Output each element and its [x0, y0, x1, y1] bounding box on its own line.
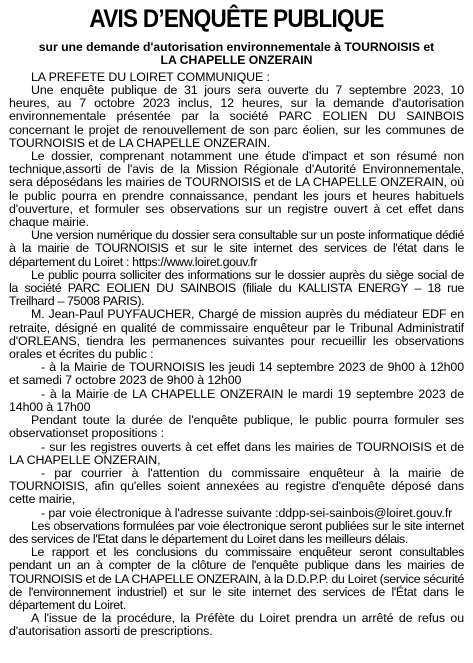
- notice-paragraph-enquiry-dates: Une enquête publique de 31 jours sera ouverte du 7 septembre 2023, 10 heures, au 7 octobre 2023 inclus, 12 heures, sur la demande d'autorisation environnementale présentée par la société PARC EOLIEN DU SAINBOIS concernant le projet de renouvellement de son parc éolien, sur les communes de TOURNOISIS et de LA CHAPELLE ONZERAIN.: [9, 83, 464, 150]
- notice-paragraph-digital-version: Une version numérique du dossier sera consultable sur un poste informatique dédié à la mairie de TOURNOISIS et sur le site internet des services de l'état dans le département du Loiret : https://www.loiret.gouv.fr: [9, 228, 464, 269]
- notice-paragraph-online-publication: Les observations formulées par voie électronique seront publiées sur le site internet des services de l'Etat dans le département du Loiret dans les meilleurs délais.: [9, 518, 464, 546]
- notice-title: AVIS D’ENQUÊTE PUBLIQUE: [89, 5, 384, 33]
- notice-paragraph-observations: Pendant toute la durée de l'enquête publique, le public pourra formuler ses observationset propositions :: [9, 413, 464, 441]
- notice-paragraph-communique: LA PREFETE DU LOIRET COMMUNIQUE :: [31, 69, 270, 84]
- notice-paragraph-commissioner: M. Jean-Paul PUYFAUCHER, Chargé de mission auprès du médiateur EDF en retraite, désigné en qualité de commissaire enquêteur par le Tribunal Administratif d'ORLEANS, tiendra les permanences suivantes pour recueillir les observations orales et écrites du public :: [9, 307, 464, 362]
- notice-paragraph-report: Le rapport et les conclusions du commissaire enquêteur seront consultables pendant un an à compter de la clôture de l'enquête publique dans les mairies de TOURNOISIS et de LA CHAPELLE ONZERAIN, à la D.D.P.P. du Loiret (service sécurité de l'environnement industriel) et sur le site internet des services de l'État dans le département du Loiret.: [9, 545, 464, 612]
- notice-list-item-mail: - par courrier à l'attention du commissaire enquêteur à la mairie de TOURNOISIS, afin qu'elles soient annexées au registre d'enquête déposé dans cette mairie,: [9, 465, 464, 507]
- notice-list-item-chapelle-permanence: - à la Mairie de LA CHAPELLE ONZERAIN le mardi 19 septembre 2023 de 14h00 à 17h00: [9, 386, 464, 414]
- notice-subtitle: sur une demande d'autorisation environnementale à TOURNOISIS et LA CHAPELLE ONZERAIN: [38, 40, 435, 68]
- notice-paragraph-dossier: Le dossier, comprenant notamment une étude d'impact et son résumé non technique,assorti de l'avis de la Mission Régionale d'Autorité Environnementale, sera déposédans les mairies de TOURNOISIS et de LA CHAPELLE ONZERAIN, où le public pourra en prendre connaissance, pendant les jours et heures habituels d'ouverture, et formuler ses observations sur un registre ouvert à cet effet dans chaque mairie.: [9, 149, 464, 230]
- notice-list-item-tournoisis-permanence: - à la Mairie de TOURNOISIS les jeudi 14 septembre 2023 de 9h00 à 12h00 et samedi 7 octobre 2023 de 9h00 à 12h00: [9, 360, 464, 388]
- notice-paragraph-decision: A l'issue de la procédure, la Préfète du Loiret prendra un arrêté de refus ou d'autorisation assorti de prescriptions.: [9, 611, 464, 639]
- notice-paragraph-information: Le public pourra solliciter des informations sur le dossier auprès du siège social de la société PARC EOLIEN DU SAINBOIS (filiale du KALLISTA ENERGY – 18 rue Treilhard – 75008 PARIS).: [9, 267, 464, 309]
- notice-list-item-email: - par voie électronique à l'adresse suivante :ddpp-sei-sainbois@loiret.gouv.fr: [41, 505, 453, 520]
- notice-body: [9, 71, 464, 639]
- notice-list-item-registers: - sur les registres ouverts à cet effet dans les mairies de TOURNOISIS et de LA CHAPELLE ONZERAIN,: [9, 439, 464, 467]
